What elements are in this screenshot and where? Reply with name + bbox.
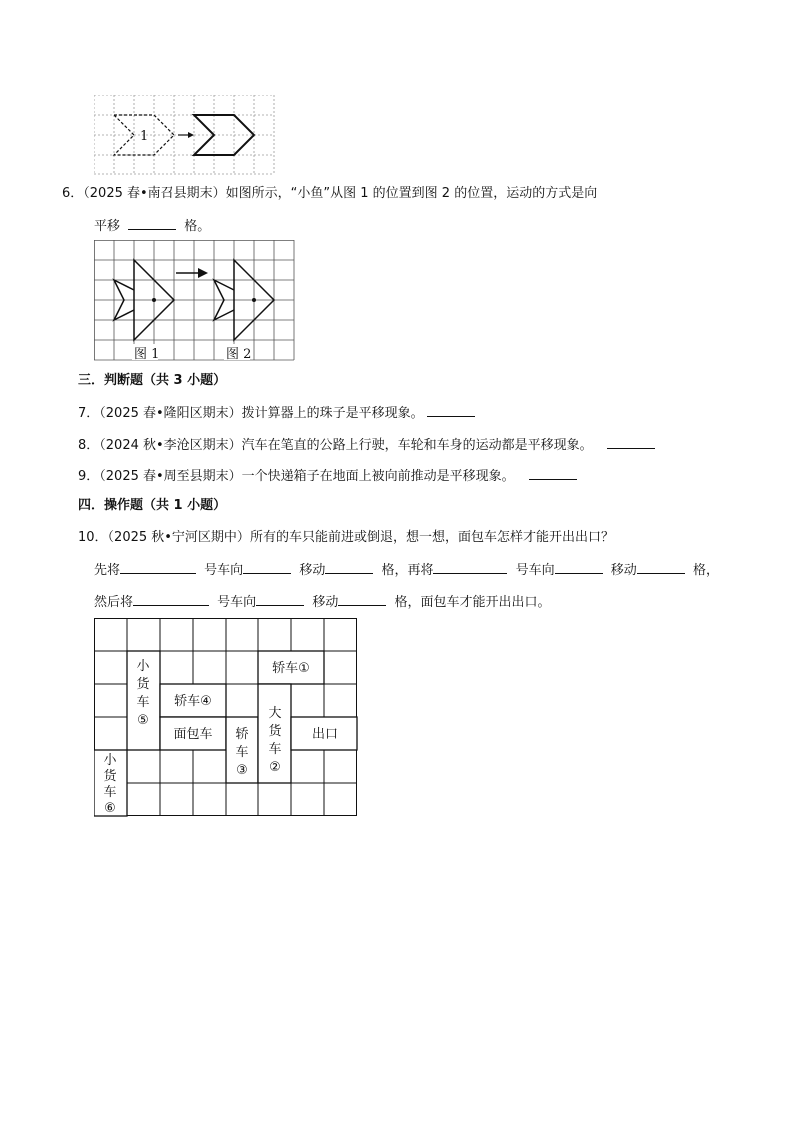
q10-source: （2025 秋•宁河区期中） [107, 530, 250, 545]
q10-l2-f: 移动 [610, 563, 637, 578]
q8-line [78, 434, 655, 456]
q10-blank-8[interactable] [256, 591, 304, 606]
q6-prefix: 平移 [94, 219, 121, 234]
q6-number: 6． [62, 186, 84, 201]
q7-line [78, 402, 475, 424]
q6-answer-blank[interactable] [128, 215, 176, 230]
small-truck-6-char-1: 小 [103, 753, 117, 768]
small-truck-6-char-2: 货 [103, 769, 117, 784]
big-truck-2-char-4: ② [269, 760, 281, 775]
q10-blank-4[interactable] [433, 559, 507, 574]
section-3-title: 三．判断题（共 3 小题） [78, 373, 227, 388]
sedan-3-char-1: 轿 [235, 727, 249, 742]
small-truck-5-char-4: ⑤ [137, 713, 149, 728]
q9-number: 9． [78, 469, 100, 484]
fig-label-2: 图 2 [226, 347, 252, 362]
small-truck-5-char-3: 车 [136, 695, 150, 710]
q10-l2-d: 格，再将 [381, 563, 434, 578]
big-truck-2-char-2: 货 [268, 724, 282, 739]
q6-text: 如图所示，“小鱼”从图 1 的位置到图 2 的位置，运动的方式是向 [225, 186, 598, 201]
q10-blank-7[interactable] [133, 591, 209, 606]
q7-text: 拨计算器上的珠子是平移现象。 [241, 406, 424, 421]
fig-label-1: 图 1 [134, 347, 160, 362]
q10-line1 [78, 528, 614, 548]
small-truck-5-char-2: 货 [136, 677, 150, 692]
q10-l3-d: 格，面包车才能开出出口。 [394, 595, 551, 610]
sedan-1-label: 轿车① [272, 661, 310, 676]
q9-source: （2025 春•周至县期末） [99, 469, 242, 484]
q10-blank-6[interactable] [637, 559, 685, 574]
sedan-4-label: 轿车④ [174, 694, 212, 709]
small-truck-6-char-4: ⑥ [104, 801, 116, 816]
q10-blank-3[interactable] [325, 559, 373, 574]
q7-answer-blank[interactable] [427, 402, 475, 417]
small-truck-5-char-1: 小 [136, 659, 150, 674]
big-truck-2-char-3: 车 [268, 742, 282, 757]
fish-grid-figure [94, 240, 296, 362]
q7-number: 7． [78, 406, 100, 421]
small-truck-6-char-3: 车 [103, 785, 117, 800]
q10-l3-b: 号车向 [217, 595, 257, 610]
q10-l2-a: 先将 [94, 563, 121, 578]
q10-number: 10． [78, 530, 108, 545]
q10-l2-c: 移动 [299, 563, 326, 578]
q9-text: 一个快递箱子在地面上被向前推动是平移现象。 [241, 469, 515, 484]
q10-l3-a: 然后将 [94, 595, 134, 610]
exit-label: 出口 [311, 727, 339, 742]
q10-l2-e: 号车向 [515, 563, 555, 578]
big-truck-2-char-1: 大 [268, 706, 282, 721]
q8-number: 8． [78, 438, 100, 453]
q10-blank-2[interactable] [243, 559, 291, 574]
q7-source: （2025 春•隆阳区期末） [99, 406, 242, 421]
q10-text: 所有的车只能前进或倒退，想一想，面包车怎样才能开出出口？ [249, 530, 614, 545]
arrow-head [188, 132, 194, 138]
q10-line2 [94, 559, 719, 581]
q10-l3-c: 移动 [312, 595, 339, 610]
q8-text: 汽车在笔直的公路上行驶，车轮和车身的运动都是平移现象。 [241, 438, 593, 453]
q10-blank-9[interactable] [338, 591, 386, 606]
sedan-3-char-3: ③ [236, 763, 248, 778]
q10-blank-5[interactable] [555, 559, 603, 574]
parking-grid [94, 618, 358, 818]
shape-label: 1 [140, 129, 149, 144]
q9-line [78, 465, 577, 487]
q10-line3 [94, 591, 550, 613]
q10-l2-b: 号车向 [204, 563, 244, 578]
q8-source: （2024 秋•李沧区期末） [99, 438, 242, 453]
q10-l2-g: 格， [692, 563, 719, 578]
q6-source: （2025 春•南召县期末） [83, 186, 226, 201]
sedan-3-char-2: 车 [235, 745, 249, 760]
bread-car-label: 面包车 [173, 727, 213, 742]
section-4-title: 四．操作题（共 1 小题） [78, 498, 227, 513]
q6-suffix: 格。 [184, 219, 211, 234]
q8-answer-blank[interactable] [607, 434, 655, 449]
q9-answer-blank[interactable] [529, 465, 577, 480]
q6-line1 [62, 184, 597, 204]
translation-figure-top [94, 95, 276, 175]
q10-blank-1[interactable] [120, 559, 196, 574]
move-arrow [198, 268, 208, 278]
q6-line2 [94, 215, 210, 237]
